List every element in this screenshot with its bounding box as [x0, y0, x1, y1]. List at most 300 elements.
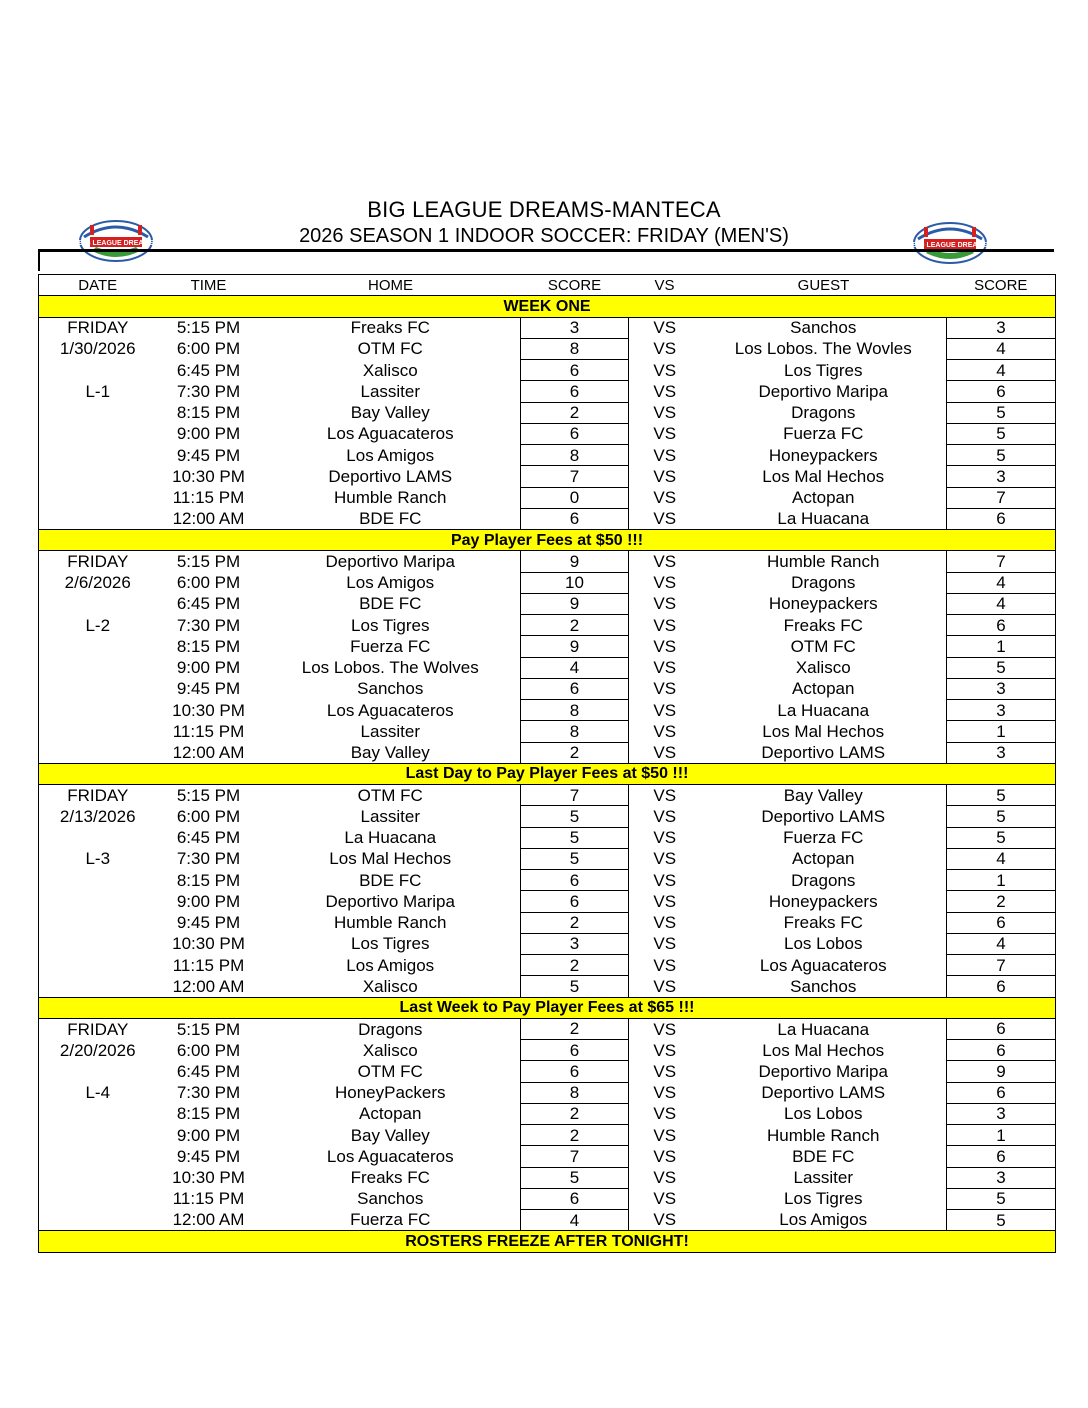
game-time: 6:45 PM [176, 360, 241, 380]
home-team: Los Tigres [351, 615, 430, 635]
game-time: 5:15 PM [176, 1019, 241, 1039]
guest-team: Humble Ranch [767, 552, 880, 572]
game-row [39, 785, 1056, 806]
guest-team: Los Mal Hechos [762, 466, 885, 486]
guest-team: Xalisco [795, 658, 851, 678]
home-team: Deportivo Maripa [325, 891, 455, 911]
guest-score: 6 [947, 508, 1056, 529]
home-team: BDE FC [359, 870, 422, 890]
home-team: Sanchos [357, 1189, 424, 1209]
svg-text:BIG LEAGUE DREAMS: BIG LEAGUE DREAMS [78, 240, 154, 247]
guest-score: 1 [947, 1125, 1056, 1146]
vs-label: VS [653, 403, 677, 423]
home-team: Dragons [358, 1019, 423, 1039]
home-score: 4 [521, 657, 629, 678]
home-team: Humble Ranch [334, 913, 447, 933]
day-label: FRIDAY [39, 1018, 157, 1039]
home-score: 2 [521, 955, 629, 976]
home-score: 7 [521, 466, 629, 487]
vs-label: VS [653, 1104, 677, 1124]
page-subtitle: 2026 SEASON 1 INDOOR SOCCER: FRIDAY (MEN'S) [299, 225, 789, 247]
game-time: 9:45 PM [176, 679, 241, 699]
date-cell [39, 423, 157, 444]
guest-score: 6 [947, 1018, 1056, 1039]
vs-label: VS [653, 1019, 677, 1039]
home-score: 6 [521, 360, 629, 381]
vs-label: VS [653, 573, 677, 593]
game-row [39, 1125, 1056, 1146]
guest-score: 1 [947, 870, 1056, 891]
guest-team: Bay Valley [783, 785, 863, 805]
guest-team: Freaks FC [783, 615, 863, 635]
guest-team: Deportivo Maripa [758, 381, 888, 401]
guest-score: 5 [947, 657, 1056, 678]
game-time: 8:15 PM [176, 636, 241, 656]
vs-label: VS [653, 870, 677, 890]
date-cell [39, 466, 157, 487]
home-score: 2 [521, 1125, 629, 1146]
banner-row [39, 997, 1056, 1018]
guest-score: 5 [947, 402, 1056, 423]
game-row [39, 1210, 1056, 1231]
home-score: 8 [521, 445, 629, 466]
game-row [39, 976, 1056, 997]
vs-label: VS [653, 1061, 677, 1081]
column-header-row [39, 275, 1056, 296]
home-team: OTM FC [357, 785, 423, 805]
home-score: 3 [521, 933, 629, 954]
guest-team: La Huacana [777, 1019, 870, 1039]
game-row [39, 1188, 1056, 1209]
guest-score: 6 [947, 381, 1056, 402]
league-label: L-3 [39, 848, 157, 869]
guest-team: Sanchos [790, 318, 857, 338]
guest-team: Humble Ranch [767, 1125, 880, 1145]
game-row [39, 742, 1056, 763]
home-score: 9 [521, 593, 629, 614]
banner-text: WEEK ONE [39, 296, 1056, 317]
date-cell [39, 1146, 157, 1167]
date-cell [39, 891, 157, 912]
home-score: 5 [521, 848, 629, 869]
date-cell [39, 360, 157, 381]
vs-label: VS [653, 466, 677, 486]
guest-score: 6 [947, 912, 1056, 933]
home-score: 9 [521, 636, 629, 657]
guest-score: 6 [947, 976, 1056, 997]
home-score: 9 [521, 551, 629, 572]
home-team: Los Amigos [346, 445, 435, 465]
home-score: 5 [521, 806, 629, 827]
guest-team: BDE FC [792, 1146, 855, 1166]
vs-label: VS [653, 1168, 677, 1188]
game-row [39, 360, 1056, 381]
column-header-home: HOME [261, 275, 521, 296]
home-team: Los Amigos [346, 573, 435, 593]
game-time: 11:15 PM [172, 488, 245, 508]
game-date: 1/30/2026 [39, 338, 157, 359]
home-team: Bay Valley [350, 403, 430, 423]
date-cell [39, 402, 157, 423]
date-cell [39, 1188, 157, 1209]
date-cell [39, 1103, 157, 1124]
guest-score: 1 [947, 721, 1056, 742]
guest-score: 5 [947, 785, 1056, 806]
game-time: 12:00 AM [157, 508, 261, 529]
banner-row [39, 296, 1056, 317]
home-score: 6 [521, 891, 629, 912]
game-date: 2/13/2026 [39, 806, 157, 827]
guest-team: Honeypackers [768, 445, 878, 465]
guest-score: 3 [947, 742, 1056, 763]
guest-score: 6 [947, 615, 1056, 636]
home-team: Freaks FC [350, 1168, 430, 1188]
game-time: 5:15 PM [176, 318, 241, 338]
vs-label: VS [653, 658, 677, 678]
date-cell [39, 487, 157, 508]
vs-label: VS [653, 445, 677, 465]
game-row [39, 657, 1056, 678]
guest-team: Freaks FC [783, 913, 863, 933]
game-row [39, 721, 1056, 742]
date-cell [39, 657, 157, 678]
home-team: Sanchos [357, 679, 424, 699]
guest-score: 5 [947, 1210, 1056, 1231]
game-row [39, 1040, 1056, 1061]
guest-team: Los Tigres [784, 360, 863, 380]
home-score: 10 [521, 572, 629, 593]
guest-team: Los Lobos. The Wovles [734, 339, 912, 359]
game-row [39, 1018, 1056, 1039]
vs-label: VS [629, 976, 701, 997]
guest-score: 3 [947, 466, 1056, 487]
game-time: 10:30 PM [172, 466, 245, 486]
game-time: 10:30 PM [172, 934, 245, 954]
game-row [39, 933, 1056, 954]
guest-score: 4 [947, 338, 1056, 359]
vs-label: VS [653, 424, 677, 444]
game-time: 9:45 PM [176, 1146, 241, 1166]
guest-score: 3 [947, 1167, 1056, 1188]
game-row [39, 1082, 1056, 1103]
home-team: Actopan [359, 1104, 422, 1124]
home-team: Fuerza FC [261, 1210, 521, 1231]
banner-text: ROSTERS FREEZE AFTER TONIGHT! [39, 1231, 1056, 1252]
banner-row [39, 530, 1056, 551]
guest-score: 3 [947, 317, 1056, 338]
vs-label: VS [653, 913, 677, 933]
vs-label: VS [653, 700, 677, 720]
home-score: 8 [521, 338, 629, 359]
date-cell [39, 955, 157, 976]
guest-score: 5 [947, 827, 1056, 848]
vs-label: VS [653, 1146, 677, 1166]
date-cell [39, 678, 157, 699]
home-score: 6 [521, 381, 629, 402]
guest-score: 2 [947, 891, 1056, 912]
date-cell [39, 870, 157, 891]
guest-score: 7 [947, 955, 1056, 976]
date-cell [39, 1167, 157, 1188]
home-team: Fuerza FC [350, 636, 431, 656]
home-score: 5 [521, 827, 629, 848]
banner-text: Pay Player Fees at $50 !!! [39, 530, 1056, 551]
vs-label: VS [653, 934, 677, 954]
day-label: FRIDAY [39, 317, 157, 338]
vs-label: VS [653, 891, 677, 911]
guest-score: 6 [947, 1040, 1056, 1061]
game-time: 12:00 AM [157, 742, 261, 763]
guest-team: Los Mal Hechos [762, 721, 885, 741]
guest-team: Actopan [792, 679, 855, 699]
game-time: 9:00 PM [176, 658, 241, 678]
game-time: 5:15 PM [176, 552, 241, 572]
vs-label: VS [653, 636, 677, 656]
game-row [39, 615, 1056, 636]
date-cell [39, 1125, 157, 1146]
home-score: 2 [521, 402, 629, 423]
date-cell [39, 593, 157, 614]
game-row [39, 445, 1056, 466]
home-team: OTM FC [357, 339, 423, 359]
home-score: 2 [521, 912, 629, 933]
home-score: 2 [521, 1018, 629, 1039]
home-score: 6 [521, 508, 629, 529]
schedule-table [38, 274, 1056, 1253]
vs-label: VS [653, 721, 677, 741]
home-team: BDE FC [359, 594, 422, 614]
guest-score: 4 [947, 593, 1056, 614]
date-cell [39, 933, 157, 954]
column-header-date: DATE [39, 275, 157, 296]
vs-label: VS [653, 1189, 677, 1209]
vs-label: VS [629, 508, 701, 529]
league-label: L-2 [39, 615, 157, 636]
guest-score: 7 [947, 487, 1056, 508]
game-time: 7:30 PM [176, 615, 241, 635]
home-team: Xalisco [362, 360, 418, 380]
guest-team: La Huacana [701, 508, 947, 529]
home-score: 2 [521, 615, 629, 636]
home-score: 6 [521, 678, 629, 699]
vs-label: VS [653, 849, 677, 869]
date-cell [39, 742, 157, 763]
game-time: 8:15 PM [176, 870, 241, 890]
game-time: 11:15 PM [172, 721, 245, 741]
game-time: 9:00 PM [176, 424, 241, 444]
home-score: 6 [521, 1061, 629, 1082]
game-row [39, 338, 1056, 359]
game-time: 7:30 PM [176, 1083, 241, 1103]
vs-label: VS [653, 552, 677, 572]
vs-label: VS [653, 806, 677, 826]
home-team: Los Aguacateros [326, 1146, 454, 1166]
game-row [39, 1167, 1056, 1188]
column-header-time: TIME [157, 275, 261, 296]
game-row [39, 891, 1056, 912]
guest-score: 3 [947, 700, 1056, 721]
game-time: 11:15 PM [172, 1189, 245, 1209]
day-label: FRIDAY [39, 551, 157, 572]
guest-team: Dragons [791, 403, 856, 423]
column-header-guest: GUEST [701, 275, 947, 296]
guest-team: Actopan [792, 849, 855, 869]
date-cell [39, 827, 157, 848]
guest-team: Los Tigres [784, 1189, 863, 1209]
game-time: 8:15 PM [176, 1104, 241, 1124]
guest-team: Lassiter [793, 1168, 854, 1188]
date-cell [39, 636, 157, 657]
game-time: 9:00 PM [176, 891, 241, 911]
game-row [39, 487, 1056, 508]
guest-team: OTM FC [790, 636, 856, 656]
guest-team: Deportivo Maripa [758, 1061, 888, 1081]
game-time: 10:30 PM [172, 1168, 245, 1188]
home-team: Xalisco [362, 1040, 418, 1060]
game-time: 8:15 PM [176, 403, 241, 423]
home-score: 6 [521, 1040, 629, 1061]
game-row [39, 402, 1056, 423]
guest-score: 4 [947, 848, 1056, 869]
home-team: Deportivo Maripa [325, 552, 455, 572]
home-score: 6 [521, 423, 629, 444]
home-team: Los Aguacateros [326, 424, 454, 444]
vs-label: VS [653, 318, 677, 338]
column-header-guest-score: SCORE [947, 275, 1056, 296]
game-row [39, 806, 1056, 827]
guest-score: 4 [947, 360, 1056, 381]
column-header-score: SCORE [521, 275, 629, 296]
guest-score: 5 [947, 806, 1056, 827]
date-cell [39, 445, 157, 466]
banner-row [39, 1231, 1056, 1252]
guest-score: 5 [947, 445, 1056, 466]
game-row [39, 1103, 1056, 1124]
vs-label: VS [653, 381, 677, 401]
home-team: Los Aguacateros [326, 700, 454, 720]
home-score: 0 [521, 487, 629, 508]
guest-team: Dragons [791, 870, 856, 890]
game-row [39, 912, 1056, 933]
guest-team: Actopan [792, 488, 855, 508]
game-row [39, 678, 1056, 699]
game-time: 6:00 PM [176, 573, 241, 593]
home-team: Xalisco [261, 976, 521, 997]
home-team: Deportivo LAMS [328, 466, 453, 486]
home-score: 7 [521, 785, 629, 806]
home-score: 5 [521, 976, 629, 997]
home-score: 8 [521, 700, 629, 721]
vs-label: VS [653, 615, 677, 635]
guest-team: Sanchos [701, 976, 947, 997]
home-score: 8 [521, 1082, 629, 1103]
vs-label: VS [629, 1210, 701, 1231]
home-score: 2 [521, 742, 629, 763]
home-score: 5 [521, 1167, 629, 1188]
game-row [39, 381, 1056, 402]
vs-label: VS [653, 339, 677, 359]
banner-row [39, 763, 1056, 784]
game-time: 12:00 AM [157, 976, 261, 997]
vs-label: VS [653, 828, 677, 848]
guest-team: Honeypackers [768, 594, 878, 614]
guest-team: Los Amigos [701, 1210, 947, 1231]
guest-team: Deportivo LAMS [701, 742, 947, 763]
date-cell [39, 976, 157, 997]
vs-label: VS [653, 785, 677, 805]
game-row [39, 593, 1056, 614]
vs-label: VS [653, 360, 677, 380]
guest-score: 6 [947, 1146, 1056, 1167]
banner-text: Last Day to Pay Player Fees at $50 !!! [39, 763, 1056, 784]
vs-label: VS [653, 955, 677, 975]
guest-team: Honeypackers [768, 891, 878, 911]
vs-label: VS [653, 594, 677, 614]
game-time: 9:00 PM [176, 1125, 241, 1145]
guest-team: Los Lobos [784, 934, 863, 954]
game-time: 6:45 PM [176, 594, 241, 614]
vs-label: VS [629, 742, 701, 763]
game-row [39, 848, 1056, 869]
game-date: 2/20/2026 [39, 1040, 157, 1061]
game-time: 5:15 PM [176, 785, 241, 805]
guest-score: 4 [947, 933, 1056, 954]
guest-team: Los Mal Hechos [762, 1040, 885, 1060]
game-time: 6:45 PM [176, 828, 241, 848]
home-team: HoneyPackers [334, 1083, 446, 1103]
guest-team: Los Aguacateros [759, 955, 887, 975]
date-cell [39, 912, 157, 933]
game-time: 11:15 PM [172, 955, 245, 975]
game-row [39, 572, 1056, 593]
game-row [39, 636, 1056, 657]
game-time: 7:30 PM [176, 849, 241, 869]
home-score: 6 [521, 870, 629, 891]
game-time: 6:00 PM [176, 806, 241, 826]
game-time: 9:45 PM [176, 445, 241, 465]
game-row [39, 1146, 1056, 1167]
game-row [39, 700, 1056, 721]
game-time: 6:45 PM [176, 1061, 241, 1081]
game-row [39, 870, 1056, 891]
game-row [39, 827, 1056, 848]
guest-team: Deportivo LAMS [761, 1083, 886, 1103]
home-score: 4 [521, 1210, 629, 1231]
guest-team: Fuerza FC [783, 828, 864, 848]
vs-label: VS [653, 1125, 677, 1145]
home-team: Humble Ranch [334, 488, 447, 508]
game-time: 6:00 PM [176, 1040, 241, 1060]
guest-score: 9 [947, 1061, 1056, 1082]
game-time: 7:30 PM [176, 381, 241, 401]
game-time: 12:00 AM [157, 1210, 261, 1231]
day-label: FRIDAY [39, 785, 157, 806]
game-row [39, 317, 1056, 338]
date-cell [39, 721, 157, 742]
guest-score: 4 [947, 572, 1056, 593]
guest-team: Los Lobos [784, 1104, 863, 1124]
guest-score: 5 [947, 423, 1056, 444]
guest-team: Deportivo LAMS [761, 806, 886, 826]
home-score: 6 [521, 1188, 629, 1209]
svg-text:BIG LEAGUE DREAMS: BIG LEAGUE DREAMS [912, 242, 988, 249]
home-team: BDE FC [261, 508, 521, 529]
home-team: OTM FC [357, 1061, 423, 1081]
home-team: Los Mal Hechos [329, 849, 452, 869]
vs-label: VS [653, 679, 677, 699]
column-header-vs: VS [629, 275, 701, 296]
date-cell [39, 700, 157, 721]
